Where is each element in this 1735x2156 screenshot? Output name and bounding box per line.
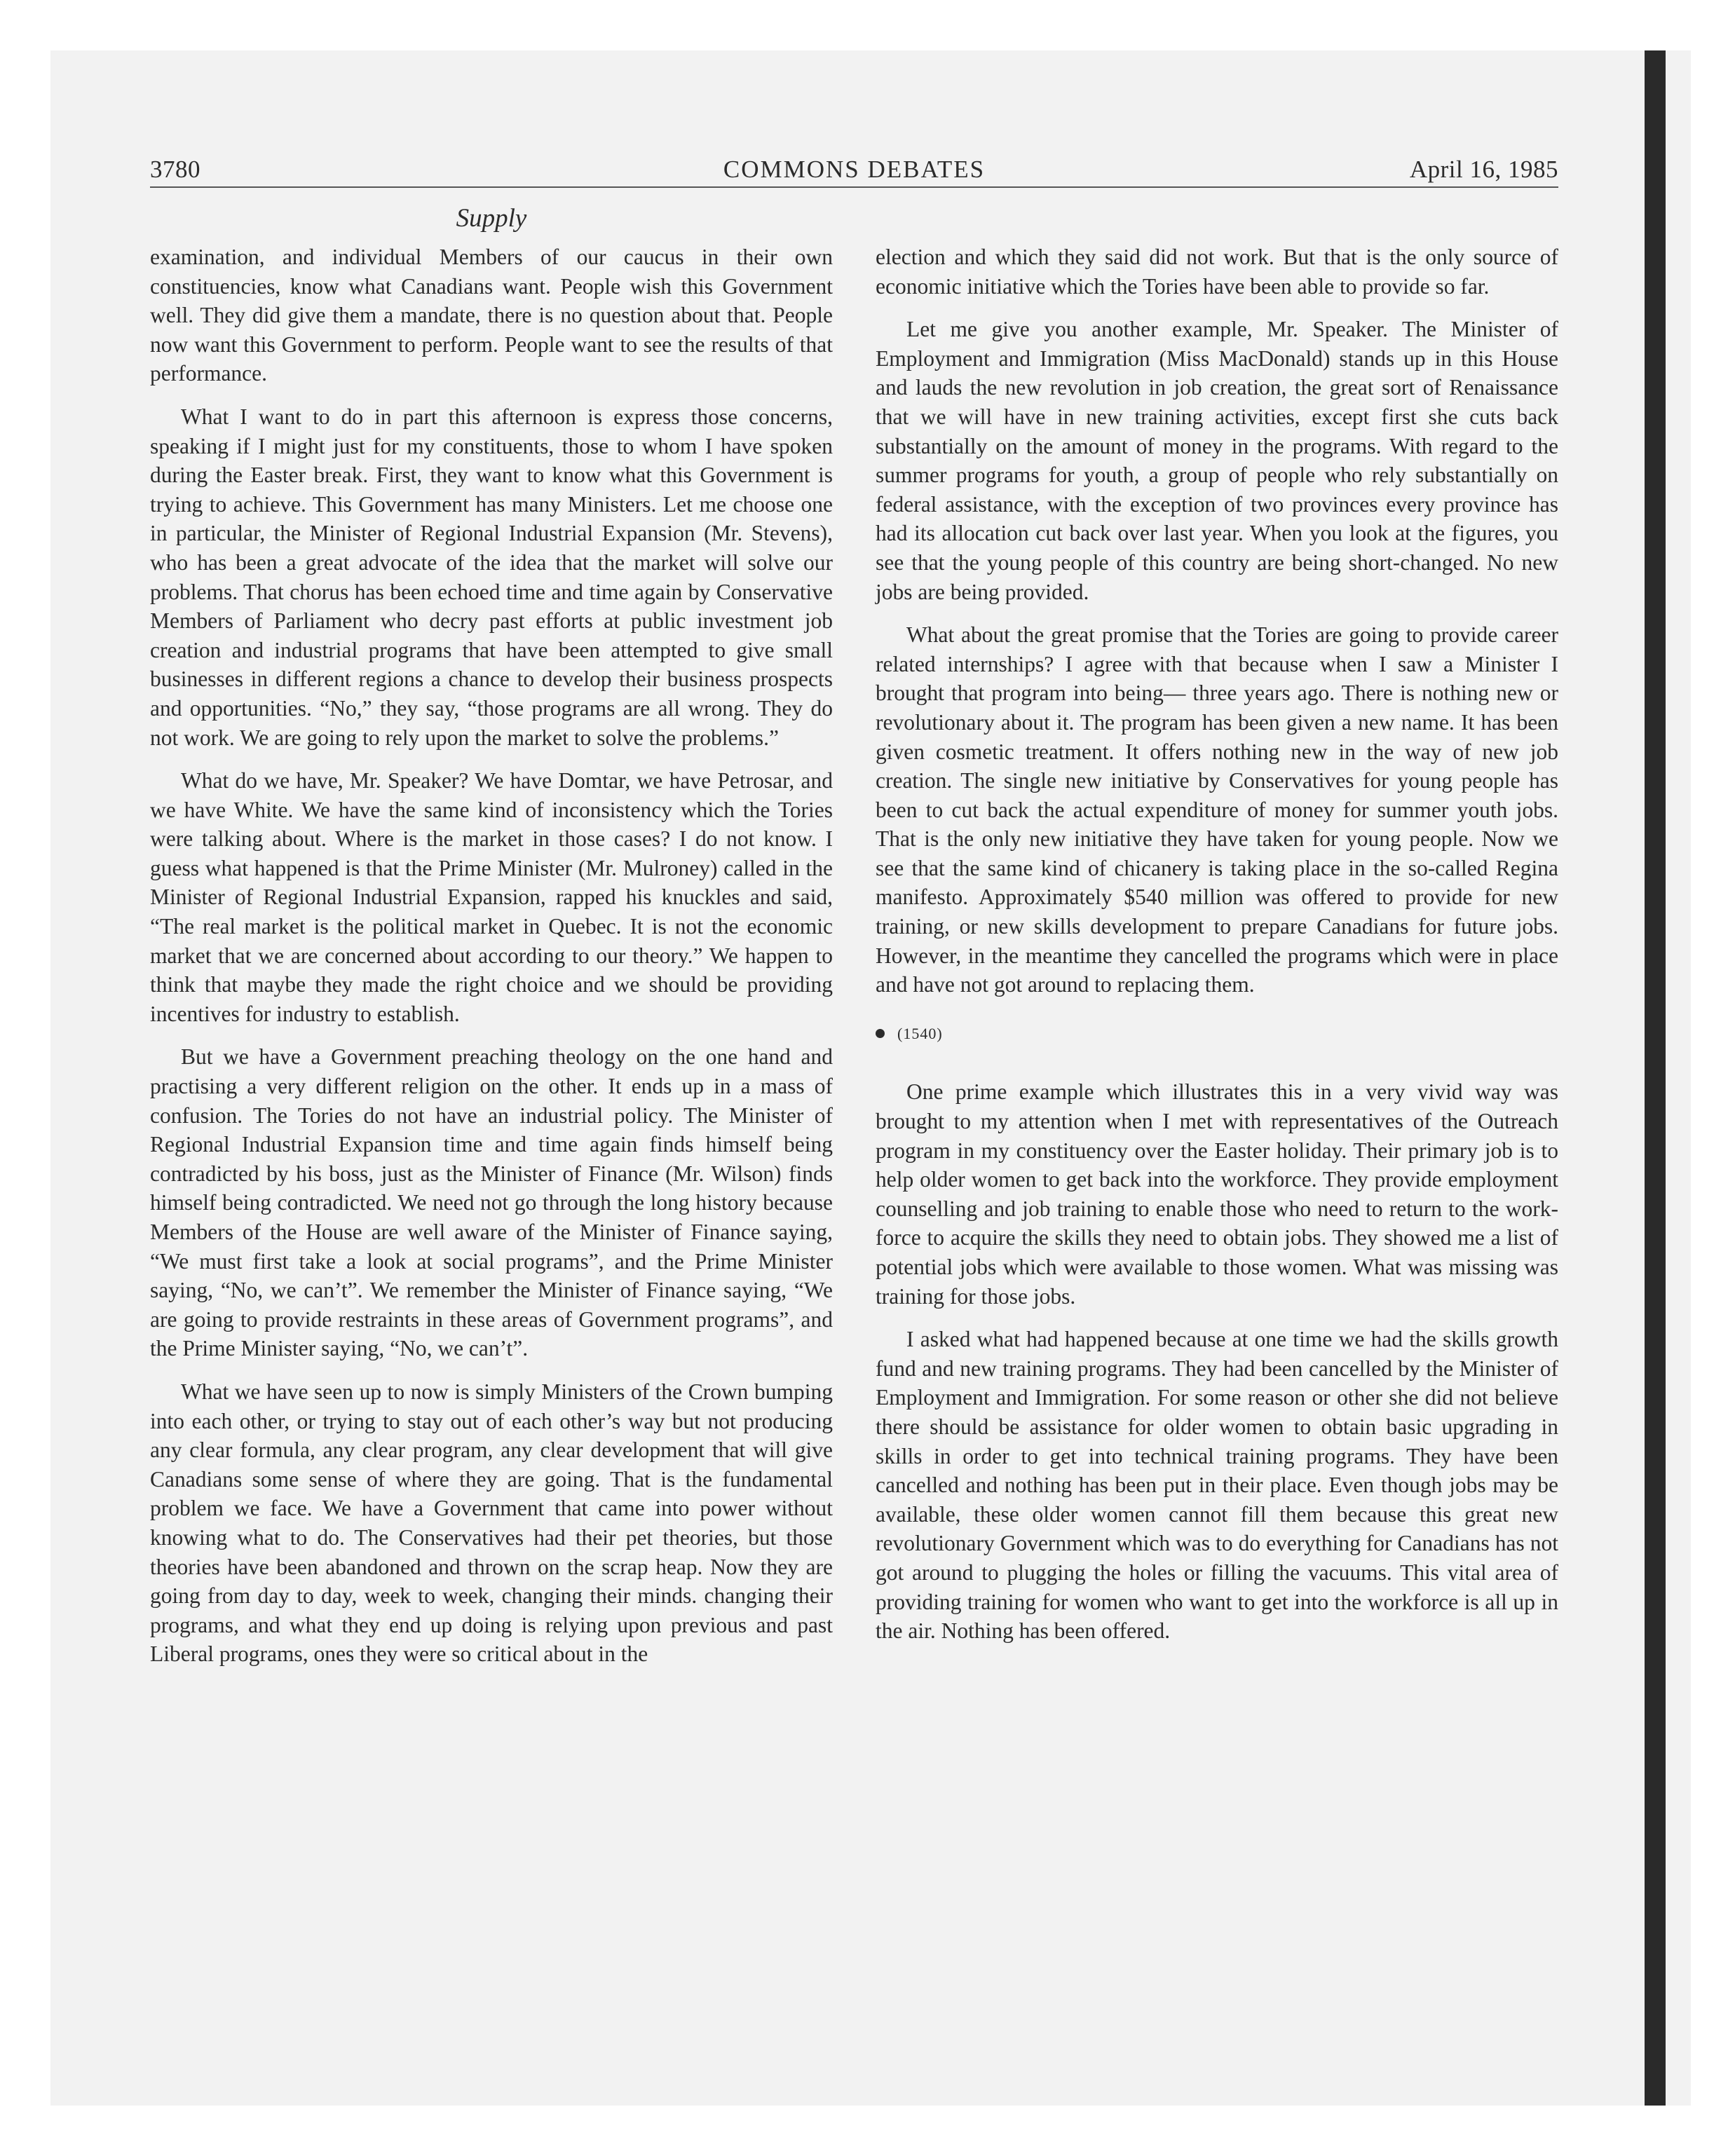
page-number: 3780	[150, 156, 200, 183]
paragraph: What about the great promise that the Tories are going to provide career related internships? I agree with that because when I saw a Minister I brought that program into being— three years ago. There is nothing new or revolutionary about it. The program has been given a new name. It has been given cosmetic treatment. It offers nothing new in the way of new job creation. The single new initiative by Conservatives for young people has been to cut back the actual expenditure of money for summer youth jobs. That is the only new initiative they have taken for young people. Now we see that the same kind of chicanery is taking place in the so-called Regina manifesto. Approximately $540 million was offered to provide for new training, or new skills development to prepare Canadians for future jobs. However, in the meantime they cancelled the programs which were in place and have not got around to replacing them.	[876, 622, 1558, 997]
section-title: Supply	[456, 204, 527, 233]
paragraph: election and which they said did not work. But that is the only source of economic initiative which the Tories have been able to provide so far.	[876, 245, 1558, 299]
paragraph: Let me give you another example, Mr. Speaker. The Minister of Employment and Immigration (Miss MacDonald) stands up in this House and lauds the new revolution in job creation, the great sort of Renaissance that we will have in new training activities, except first she cuts back substantially on the amount of money in the programs. With regard to the summer programs for youth, a group of people who rely substantially on federal assistance, with the exception of two provinces every province has had its allocation cut back over last year. When you look at the figures, you see that the young people of this country are being short-changed. No new jobs are being provided.	[876, 317, 1558, 604]
publication-title: COMMONS DEBATES	[723, 156, 986, 183]
page-header	[150, 153, 1558, 189]
paragraph: What do we have, Mr. Speaker? We have Domtar, we have Petrosar, and we have White. We have the same kind of inconsistency which the Tories were talking about. Where is the market in those cases? I do not know. I guess what happened is that the Prime Minister (Mr. Mulroney) called in the Minister of Regional Industrial Expansion, rapped his knuckles and said, “The real market is the political market in Quebec. It is not the economic market that we are concerned about according to our theory.” We happen to think that maybe they made the right choice and we should be providing incentives for industry to establish.	[150, 768, 833, 1026]
header-rule	[150, 186, 1558, 188]
bullet-icon	[876, 1029, 885, 1038]
page-date: April 16, 1985	[1409, 156, 1558, 183]
paragraph: examination, and individual Members of our caucus in their own constituencies, know what Canadians want. People wish this Government well. They did give them a mandate, there is no question about that. People now want this Government to perform. People want to see the results of that performance.	[150, 245, 833, 386]
paragraph: What we have seen up to now is simply Ministers of the Crown bumping into each other, or trying to stay out of each other’s way but not producing any clear formula, any clear program, any clear development that will give Canadians some sense of where they are going. That is the fundamental problem we face. We have a Government that came into power without knowing what to do. The Conservatives had their pet theories, but those theories have been abandoned and thrown on the scrap heap. Now they are going from day to day, week to week, changing their minds. changing their programs, and what they end up doing is relying upon previous and past Liberal programs, ones they were so critical about in the	[150, 1379, 833, 1667]
paragraph: One prime example which illustrates this in a very vivid way was brought to my attention when I met with representatives of the Outreach program in my constituency over the Easter holiday. Their primary job is to help older women to get back into the workforce. They provide employment counselling and job training to enable those who need to return to the workforce to acquire the skills they need to obtain jobs. They showed me a list of potential jobs which were available to those women. What was missing was training for those jobs.	[876, 1079, 1558, 1309]
time-marker-label: (1540)	[897, 1024, 943, 1042]
paragraph: But we have a Government preaching theology on the one hand and practising a very different religion on the other. It ends up in a mass of confusion. The Tories do not have an industrial policy. The Minister of Regional Industrial Expansion time and time again finds himself being contradicted by his boss, just as the Minister of Finance (Mr. Wilson) finds himself being contradicted. We need not go through the long history because Members of the House are well aware of the Minister of Finance saying, “We must first take a look at social programs”, and the Prime Minister saying, “No, we can’t”. We remember the Minister of Finance saying, “We are going to provide restraints in these areas of Government programs”, and the Prime Minister saying, “No, we can’t”.	[150, 1044, 833, 1361]
right-column	[876, 243, 1558, 1660]
left-column	[150, 243, 833, 1683]
paragraph: What I want to do in part this afternoon is express those concerns, speaking if I might just for my constituents, those to whom I have spoken during the Easter break. First, they want to know what this Government is trying to achieve. This Government has many Ministers. Let me choose one in particular, the Minister of Regional Industrial Expansion (Mr. Stevens), who has been a great advocate of the idea that the market will solve our problems. That chorus has been echoed time and time again by Conservative Members of Parliament who decry past efforts at public investment job creation and industrial programs that have been attempted to give small businesses in different regions a chance to develop their business prospects and opportunities. “No,” they say, “those programs are all wrong. They do not work. We are going to rely upon the market to solve the problems.”	[150, 404, 833, 750]
paragraph: I asked what had happened because at one time we had the skills growth fund and new training programs. They had been cancelled by the Minister of Employment and Immigration. For some reason or other she did not believe there should be assistance for older women to obtain basic upgrading in skills in order to get into technical training programs. They have been cancelled and nothing has been put in their place. Even though jobs may be available, these older women cannot fill them because this great new revolutionary Government which was to do everything for Canadians has not got around to plugging the holes or filling the vacuums. This vital area of providing training for women who want to get into the workforce is all up in the air. Nothing has been offered.	[876, 1327, 1558, 1644]
time-marker	[876, 1019, 1558, 1049]
scan-edge-bar	[1645, 50, 1666, 2106]
